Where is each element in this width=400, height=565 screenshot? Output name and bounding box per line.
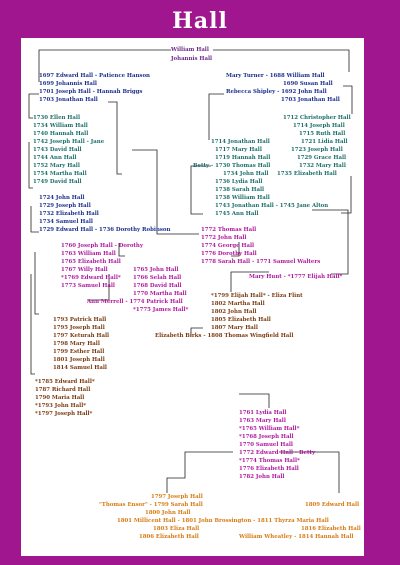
person-1814-samuel-hall: 1814 Samuel Hall bbox=[53, 365, 107, 371]
person-1729-edward-hall: 1729 Edward Hall - 1736 Dorothy Robinson bbox=[39, 227, 171, 233]
person-1724-john-hall: 1724 John Hall bbox=[39, 195, 85, 201]
person-1798-mary-hall: 1798 Mary Hall bbox=[53, 341, 100, 347]
person-1776-elizabeth-hall: 1776 Elizabeth Hall bbox=[239, 466, 299, 472]
person-1772-thomas-hall: 1772 Thomas Hall bbox=[201, 227, 257, 233]
connector-gen5-b bbox=[31, 274, 35, 374]
person-1736-lydia-hall: 1736 Lydia Hall bbox=[215, 179, 263, 185]
person-1735-elizabeth-hall: 1735 Elizabeth Hall bbox=[277, 171, 337, 177]
person-1734-william-hall: 1734 William Hall bbox=[33, 123, 88, 129]
person-1799-esther-hall: 1799 Esther Hall bbox=[53, 349, 105, 355]
person-1765-elizabeth-hall: 1765 Elizabeth Hall bbox=[61, 259, 121, 265]
connector-gen6-d bbox=[167, 452, 233, 493]
person-1763-william-hall: 1763 William Hall bbox=[61, 251, 116, 257]
person-1766-selah-hall: 1766 Selah Hall bbox=[133, 275, 182, 281]
connector-gen2-rebecca bbox=[209, 94, 224, 140]
person-1800-john-hall: 1800 John Hall bbox=[145, 510, 191, 516]
person-1738-sarah-hall: 1738 Sarah Hall bbox=[215, 187, 265, 193]
person-1745-ann-hall: 1745 Ann Hall bbox=[215, 211, 259, 217]
person-1772-edward-hall: 1772 Edward Hall - Betty bbox=[239, 450, 316, 456]
person-1790-maria-hall: 1790 Maria Hall bbox=[35, 395, 85, 401]
person-1732-elizabeth-hall: 1732 Elizabeth Hall bbox=[39, 211, 99, 217]
person-1768-david-hall: 1768 David Hall bbox=[133, 283, 182, 289]
person-1778-sarah-hall: 1778 Sarah Hall - 1771 Samuel Walters bbox=[201, 259, 321, 265]
person-1738-william-hall: 1738 William Hall bbox=[215, 195, 270, 201]
person-1799-elijah-hall: *1799 Elijah Hall* - Eliza Flint bbox=[211, 293, 303, 299]
person-1723-joseph-hall: 1723 Joseph Hall bbox=[291, 147, 343, 153]
person-1732-mary-hall: 1732 Mary Hall bbox=[299, 163, 346, 169]
page-title: Hall bbox=[172, 8, 228, 34]
connector-gen2-mid bbox=[108, 102, 122, 174]
connector-root-right bbox=[213, 50, 349, 72]
family-tree-panel bbox=[21, 38, 364, 556]
person-1714-jonathan-hall: 1714 Jonathan Hall bbox=[211, 139, 270, 145]
person-1801-millicent-hall: 1801 Millicent Hall - 1801 John Brossington - 1811 Thyrza Maria Hall bbox=[117, 518, 329, 524]
connector-gen3-right bbox=[191, 166, 211, 214]
person-1717-mary-hall: 1717 Mary Hall bbox=[215, 147, 262, 153]
person-1775-james-hall: *1775 James Hall* bbox=[133, 307, 189, 313]
person-1814-hannah-hall: William Wheatley - 1814 Hannah Hall bbox=[239, 534, 354, 540]
person-1785-edward-hall: *1785 Edward Hall* bbox=[35, 379, 95, 385]
person-1744-ann-hall: 1744 Ann Hall bbox=[33, 155, 77, 161]
person-1715-ruth-hall: 1715 Ruth Hall bbox=[299, 131, 346, 137]
person-1754-martha-hall: 1754 Martha Hall bbox=[33, 171, 87, 177]
person-1714-joseph-hall: 1714 Joseph Hall bbox=[293, 123, 345, 129]
person-1697-edward-hall: 1697 Edward Hall - Patience Hanson bbox=[39, 73, 150, 79]
person-1730-ellen-hall: 1730 Ellen Hall bbox=[33, 115, 80, 121]
person-1797-keturah-hall: 1797 Keturah Hall bbox=[53, 333, 110, 339]
connector-gen3-mid bbox=[132, 150, 199, 234]
person-1690-susan-hall: 1690 Susan Hall bbox=[283, 81, 333, 87]
connector-gen4-left bbox=[31, 206, 39, 232]
person-william-hall: William Hall bbox=[171, 47, 209, 53]
person-1793-patrick-hall: 1793 Patrick Hall bbox=[53, 317, 107, 323]
person-1774-george-hall: 1774 George Hall bbox=[201, 243, 255, 249]
person-1712-christopher-hall: 1712 Christopher Hall bbox=[283, 115, 351, 121]
person-1777-elijah-hall: Mary Hunt - *1777 Elijah Hall* bbox=[249, 274, 343, 280]
person-1699-johannis-hall: 1699 Johannis Hall bbox=[39, 81, 97, 87]
person-1765-john-hall: 1765 John Hall bbox=[133, 267, 179, 273]
person-1721-lidia-hall: 1721 Lidia Hall bbox=[301, 139, 348, 145]
person-1802-martha-hall: 1802 Martha Hall bbox=[211, 301, 265, 307]
person-1701-joseph-hall: 1701 Joseph Hall - Hannah Briggs bbox=[39, 89, 143, 95]
person-1770-samuel-hall: 1770 Samuel Hall bbox=[239, 442, 293, 448]
person-1763-mary-hall: 1763 Mary Hall bbox=[239, 418, 286, 424]
person-1802-john-hall: 1802 John Hall bbox=[211, 309, 257, 315]
person-1761-lydia-hall: 1761 Lydia Hall bbox=[239, 410, 287, 416]
person-1719-hannah-hall: 1719 Hannah Hall bbox=[215, 155, 271, 161]
person-1806-elizabeth-hall: 1806 Elizabeth Hall bbox=[139, 534, 199, 540]
person-1740-hannah-hall: 1740 Hannah Hall bbox=[33, 131, 89, 137]
person-1773-samuel-hall: 1773 Samuel Hall bbox=[61, 283, 115, 289]
person-1801-joseph-hall: 1801 Joseph Hall bbox=[53, 357, 105, 363]
person-1765-william-hall: *1765 William Hall* bbox=[239, 426, 300, 432]
person-1807-mary-hall: 1807 Mary Hall bbox=[211, 325, 258, 331]
person-1730-thomas-hall: Betty - 1730 Thomas Hall bbox=[193, 163, 271, 169]
person-johannis-hall: Johannis Hall bbox=[171, 56, 213, 62]
person-1688-william-hall: Mary Turner - 1688 William Hall bbox=[226, 73, 325, 79]
person-1782-john-hall: 1782 John Hall bbox=[239, 474, 285, 480]
person-1774-patrick-hall: Ann Merrell - 1774 Patrick Hall bbox=[87, 299, 183, 305]
person-1808-thomas-wingfield-hall: Elizabeth Birks - 1808 Thomas Wingfield Hall bbox=[155, 333, 294, 339]
person-1793-john-hall: *1793 John Hall* bbox=[35, 403, 87, 409]
person-1734-samuel-hall: 1734 Samuel Hall bbox=[39, 219, 93, 225]
person-1768-joseph-hall: *1768 Joseph Hall bbox=[239, 434, 294, 440]
person-1752-mary-hall: 1752 Mary Hall bbox=[33, 163, 80, 169]
person-1787-richard-hall: 1787 Richard Hall bbox=[35, 387, 91, 393]
person-1809-edward-hall: 1809 Edward Hall bbox=[305, 502, 360, 508]
person-1805-elizabeth-hall: 1805 Elizabeth Hall bbox=[211, 317, 271, 323]
person-1734-john-hall: 1734 John Hall bbox=[223, 171, 269, 177]
person-1770-martha-hall: 1770 Martha Hall bbox=[133, 291, 187, 297]
connector-gen5-a bbox=[35, 252, 39, 314]
person-1816-elizabeth-hall: 1816 Elizabeth Hall bbox=[301, 526, 361, 532]
connector-gen2-right bbox=[343, 86, 352, 114]
person-1743-david-hall: 1743 David Hall bbox=[33, 147, 82, 153]
person-1729-grace-hall: 1729 Grace Hall bbox=[297, 155, 347, 161]
person-1776-dorothy-hall: 1776 Dorothy Hall bbox=[201, 251, 257, 257]
person-1795-joseph-hall: 1795 Joseph Hall bbox=[53, 325, 105, 331]
person-1742-joseph-hall: 1742 Joseph Hall - Jane bbox=[33, 139, 105, 145]
person-1803-eliza-hall: 1803 Eliza Hall bbox=[153, 526, 200, 532]
person-1703-jonathan-hall-right: 1703 Jonathan Hall bbox=[281, 97, 340, 103]
person-1797-joseph-hall-lower: 1797 Joseph Hall bbox=[151, 494, 203, 500]
person-1692-john-hall: Rebecca Shipley - 1692 John Hall bbox=[226, 89, 327, 95]
person-1749-david-hall: 1749 David Hall bbox=[33, 179, 82, 185]
person-thomas-ensor: "Thomas Ensor" - 1799 Sarah Hall bbox=[99, 502, 203, 508]
person-1729-joseph-hall: 1729 Joseph Hall bbox=[39, 203, 91, 209]
person-1769-edward-hall: *1769 Edward Hall* bbox=[61, 275, 121, 281]
connector-gen3-lower bbox=[341, 176, 351, 213]
person-1774-thomas-hall: *1774 Thomas Hall* bbox=[239, 458, 300, 464]
person-1703-jonathan-hall-left: 1703 Jonathan Hall bbox=[39, 97, 98, 103]
person-1797-joseph-hall: *1797 Joseph Hall* bbox=[35, 411, 93, 417]
person-1767-willy-hall: 1767 Willy Hall bbox=[61, 267, 108, 273]
person-1772-john-hall: 1772 John Hall bbox=[201, 235, 247, 241]
person-1760-joseph-hall: 1760 Joseph Hall - Dorothy bbox=[61, 243, 143, 249]
person-1743-jonathan-hall: 1743 Jonathan Hall - 1745 Jane Alton bbox=[215, 203, 329, 209]
connector-gen6-b bbox=[239, 394, 269, 408]
